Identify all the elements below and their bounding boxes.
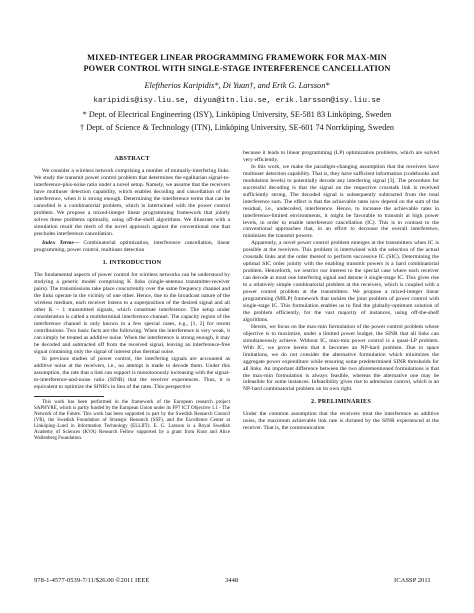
preliminaries-paragraph: Under the common assumption that the receivers treat the interference as additive noise, the maximum achievable link rate is dictated by the SINR experienced at the receiver. That is, the communication: [243, 411, 439, 432]
abstract-text: We consider a wireless network comprising a number of mutually-interfering links. We study the transmit power control problem that determines the egalitarian signal-to-interference-plus-noise ratio under a novel setup. Namely, we assume that the receivers have multiuser detection capability, which enables decoding and cancellation of the interference, when it is strong enough. Determining the interference terms that can be cancelled is a combinatorial problem, which is intertwined with the power control problem. We propose a mixed-integer linear programming framework that jointly solves these problems optimally, using off-the-shelf algorithms. We illustrate with a simulation result the merit of the novel approach against the conventional one that precludes interference cancellation.: [34, 167, 230, 237]
intro-paragraph-2: In previous studies of power control, the interfering signals are accounted as additive noise at the receivers, i.e., no attempt is made to decode them. Under this assumption, the rate that a link can support is monotonously increasing with the signal-to-interference-and-noise ratio (SINR) that the receiver experiences. Thus, it is equivalent to optimize the SINR's in lieu of the rates. This perspective: [34, 355, 230, 390]
affiliation-itn: † Dept. of Science & Technology (ITN), Linköping University, SE-601 74 Norrköping, Sweden: [80, 123, 394, 132]
intro-paragraph-1: The fundamental aspects of power control for wireless networks can be understood by studying a generic model comprising K links (single-antenna transmitter-receiver pairs). The transmissions take place concurrently over the same frequency channel and the links operate in the vicinity of one other. Hence, due to the broadcast nature of the wireless medium, each receiver listens to a superposition of the desired signal and all other K − 1 transmitted signals, which constitute interference. The setup under consideration is called a multiterminal interference channel. The capacity region of the interference channel is only known in a few special cases, e.g., [1, 2] for recent contributions. Two basic facts are the following. When the interference is very weak, it can simply be treated as additive noise. When the interference is strong enough, it may be decoded and subtracted off from the received signal, leaving an interference-free signal containing only the signal of interest plus thermal noise.: [34, 272, 230, 355]
index-terms: [34, 240, 230, 254]
paper-title: [0, 52, 474, 74]
index-terms-text: Combinatorial optimization, interference cancellation, linear programming, power control, multiuser detection: [34, 240, 230, 254]
funding-footnote: This work has been performed in the framework of the European research project SAPHYRE, which is partly funded by the European Union under its FP7 ICT Objective 1.1 - The Network of the Future. This work has been supported in part by the Swedish Research Council (VR), the Swedish Foundation of Strategic Research (SSF), and the Excellence Center at Linköping–Lund in Information Technology (ELLIIT). E. G. Larsson is a Royal Swedish Academy of Sciences (KVA) Research Fellow supported by a grant from Knut and Alice Wallenberg Foundation.: [34, 399, 230, 442]
right-paragraph-4: Herein, we focus on the max-min formulation of the power control problem whose objective is to maximize, under a limited power budget, the SINR that all links can simultaneously achieve. Without IC, max-min power control is a quasi-LP problem. With IC, we prove herein that it becomes an NP-hard problem. Due to space limitations, we do not consider the alternative formulation which minimizes the aggregate power expenditure while ensuring some predetermined SINR thresholds for all links. An important difference between the two aforementioned formulations is that the max-min formulation is always feasible, whereas the alternative one may be infeasible for some instances. Infeasibility gives rise to admission control, which is an NP-hard combinatorial problem on its own right.: [243, 323, 439, 393]
preliminaries-heading: 2. PRELIMINARIES: [311, 398, 371, 406]
conference-name: ICASSP 2011: [394, 577, 431, 584]
right-paragraph-1: because it leads to linear programming (LP) optimization problems, which are solved very efficiently.: [243, 150, 439, 163]
affiliation-isy: * Dept. of Electrical Engineering (ISY), Linköping University, SE-581 83 Linköping, Sweden: [82, 110, 392, 119]
title-line-2: POWER CONTROL WITH SINGLE-STAGE INTERFERENCE CANCELLATION: [83, 64, 391, 73]
abstract-heading: ABSTRACT: [114, 155, 150, 162]
right-paragraph-2: In this work, we make the paradigm-changing assumption that the receivers have multiuser detection capability. That is, they have sufficient information (codebooks and modulation levels) to potentially decode any interfering signal [3]. The procedure for successful decoding is that the signal on the respective crosstalk link is received sufficiently strong. The decoded signal is subsequently subtracted from the total interference sum. The effect is that the achievable rates now depend on the sum of the residual, i.e., undecoded, interference. Hence, to increase the achievable rates in interference-limited environments, it might be favorable to transmit at high power levels, in order to enable interference cancellation (IC). This is in contrast to the conventional approaches that, in an effort to decrease the overall interference, minimizes the transmit powers.: [243, 163, 439, 240]
left-column: [34, 150, 230, 442]
right-column: [243, 150, 439, 432]
index-terms-label: Index Terms—: [42, 240, 80, 247]
right-paragraph-3: Apparently, a novel power control problem emerges at the transmitters when IC is possible at the receivers. This problem is intertwined with the selection of the actual crosstalk links and the order thereof to perform successive IC (SIC). Determining the optimal SIC order jointly with the enabling transmit powers is a hard combinatorial problem. Henceforth, we restrict our interest to the special case where each receiver can decode at most one interfering signal and denote it single-stage IC. This gives rise to a relatively simple combinatorial problem at the receivers, which is coupled with a power control problem at the transmitters. We propose a mixed-integer linear programming (MILP) framework that tackles the joint problem of power control with single-stage IC. This formulation enables us to find the globally-optimum solution of the problem efficiently, for the vast majority of instances, using off-the-shelf algorithms.: [243, 240, 439, 323]
authors: Eleftherios Karipidis*, Di Yuan†, and Erik G. Larsson*: [144, 81, 330, 90]
footnote-rule: [34, 396, 104, 397]
page-number: 3448: [225, 577, 239, 584]
title-line-1: MIXED-INTEGER LINEAR PROGRAMMING FRAMEWORK FOR MAX-MIN: [87, 53, 387, 62]
author-emails: karipidis@isy.liu.se, diyua@itn.liu.se, erik.larsson@isy.liu.se: [93, 97, 381, 105]
introduction-heading: 1. INTRODUCTION: [102, 259, 162, 267]
footer-isbn: 978-1-4577-0539-7/11/$26.00 ©2011 IEEE: [34, 577, 150, 584]
